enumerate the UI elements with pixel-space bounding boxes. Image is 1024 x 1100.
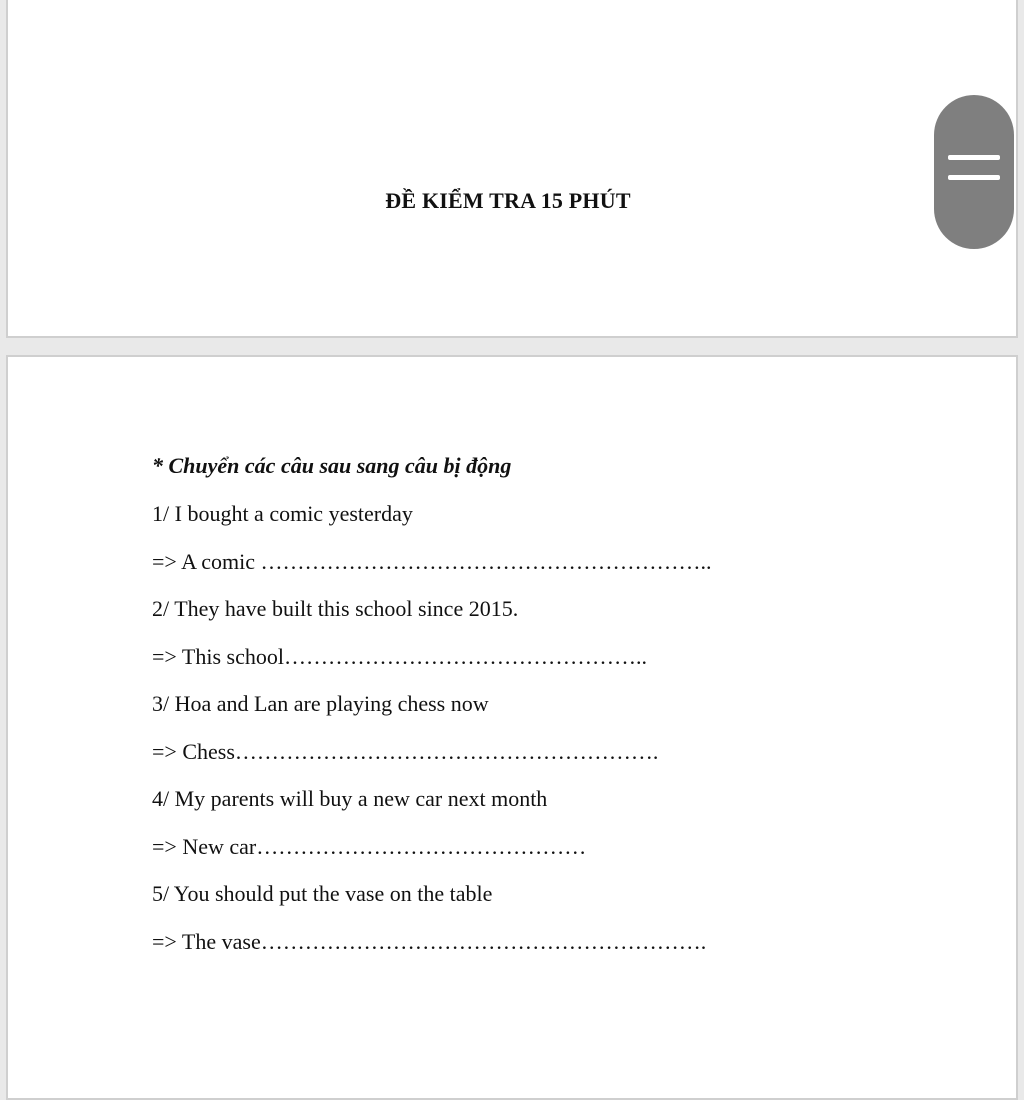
- drag-handle-icon-line: [948, 175, 1000, 180]
- question-3: 3/ Hoa and Lan are playing chess now: [152, 691, 489, 716]
- page-title: ĐỀ KIỂM TRA 15 PHÚT: [385, 188, 631, 213]
- drag-handle-icon: [948, 155, 1000, 160]
- question-2: 2/ They have built this school since 2015.: [152, 596, 519, 621]
- scroll-drag-handle[interactable]: [934, 95, 1014, 249]
- question-1: 1/ I bought a comic yesterday: [152, 501, 413, 526]
- question-5: 5/ You should put the vase on the table: [152, 881, 493, 906]
- answer-2: => This school…………………………………………..: [152, 643, 647, 669]
- document-page-2: [6, 355, 1018, 1100]
- exercise-instruction: * Chuyển các câu sau sang câu bị động: [152, 453, 512, 478]
- answer-4: => New car………………………………………: [152, 833, 587, 859]
- document-page-1: [6, 0, 1018, 338]
- question-4: 4/ My parents will buy a new car next month: [152, 786, 548, 811]
- answer-3: => Chess………………………………………………….: [152, 738, 659, 764]
- exercise-content: [152, 451, 972, 974]
- answer-1: => A comic ……………………………………………………..: [152, 548, 712, 574]
- answer-5: => The vase…………………………………………………….: [152, 928, 707, 954]
